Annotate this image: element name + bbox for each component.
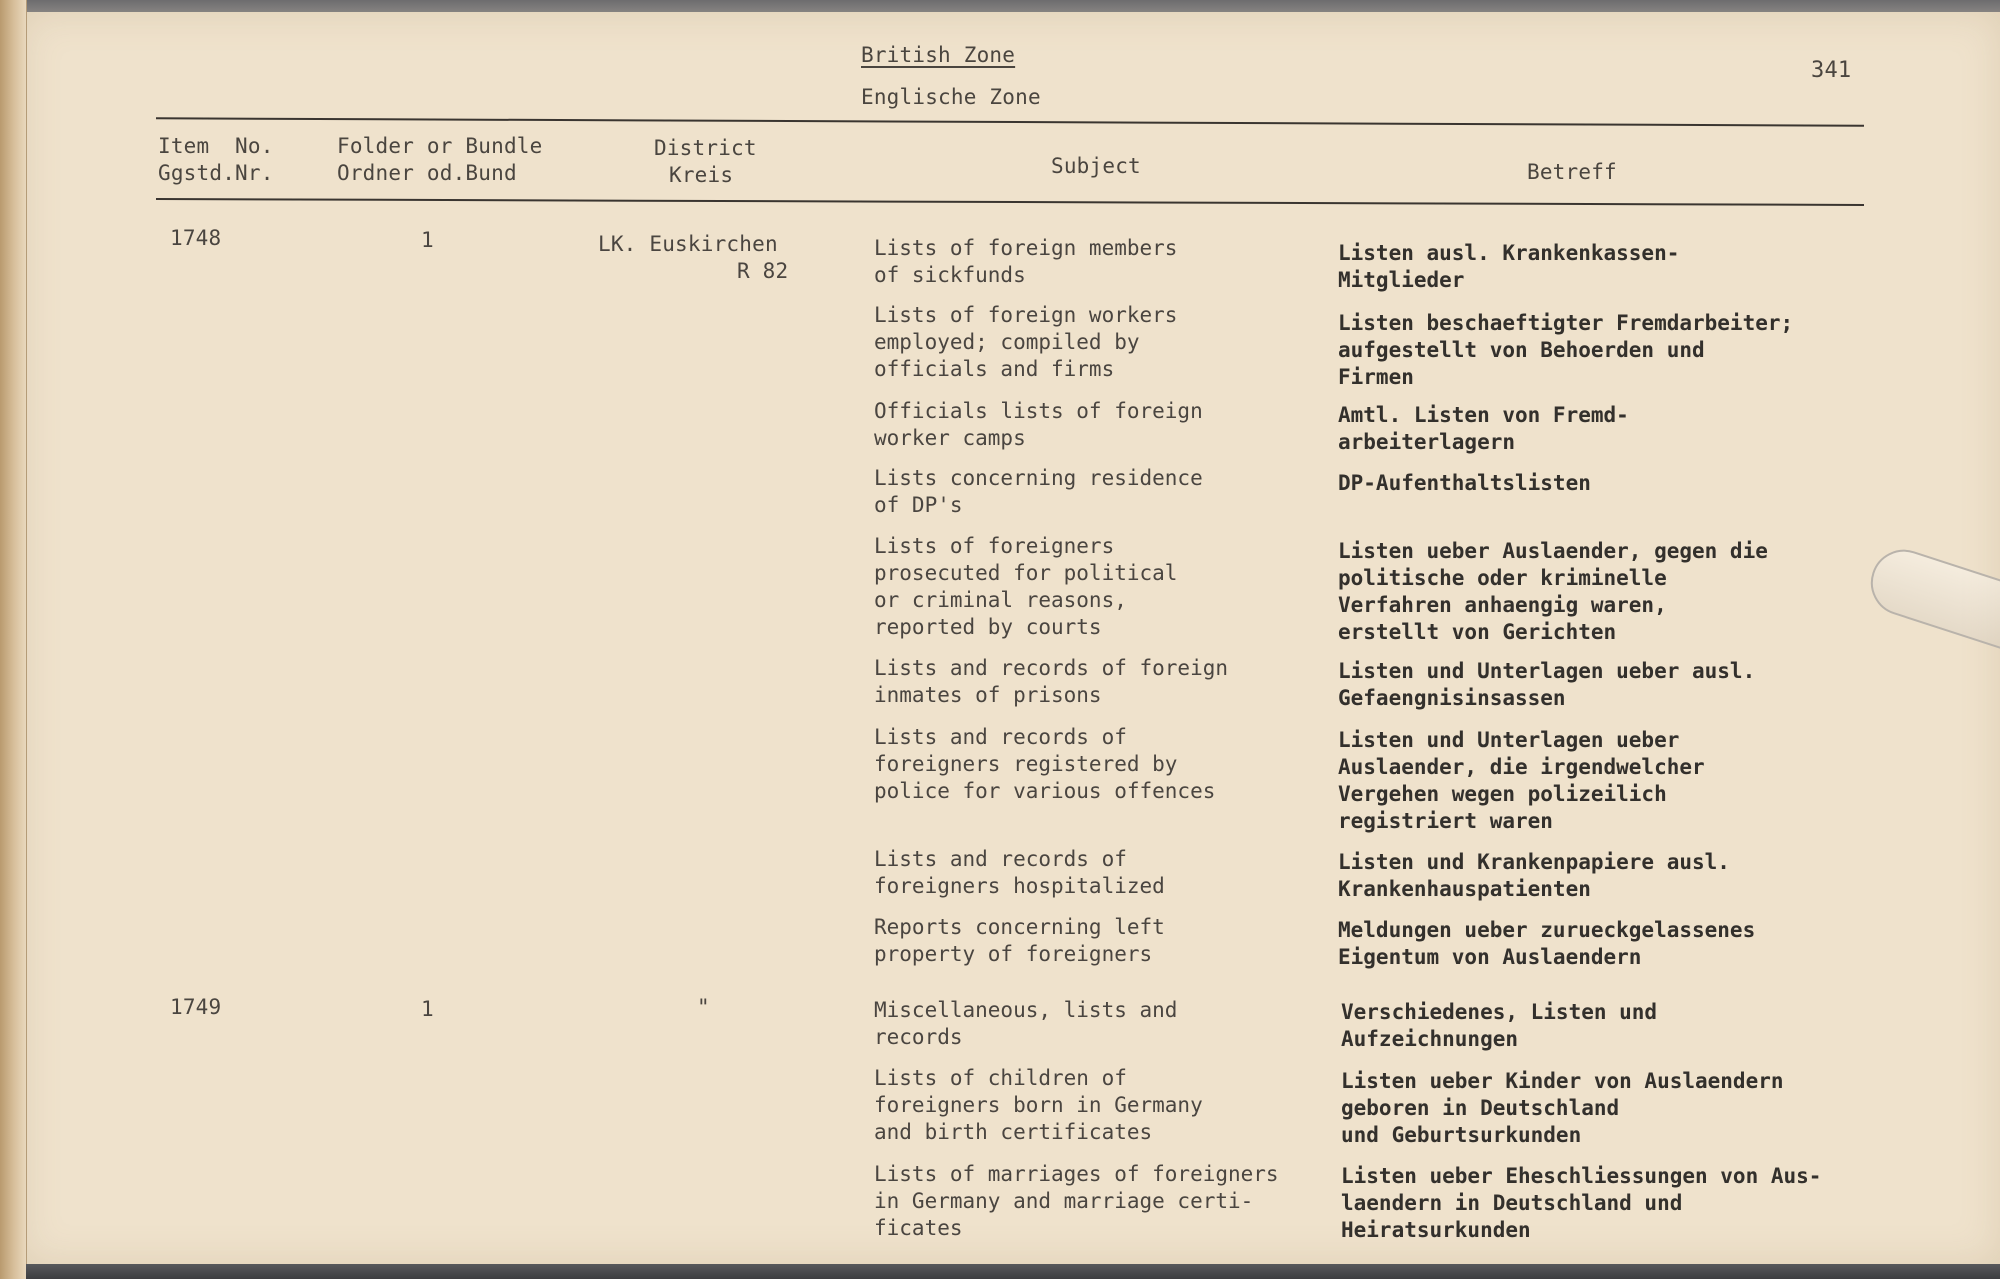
folder-number: 1 (421, 228, 434, 252)
subject-entry: Reports concerning left property of foreigners (874, 915, 1165, 966)
betreff-entry: Listen ueber Auslaender, gegen die politische oder kriminelle Verfahren anhaengig waren, erstellt von Gerichten (1338, 539, 1768, 644)
col-folder-en: Folder or Bundle (337, 134, 543, 158)
col-item-en: Item No. (158, 134, 274, 158)
subject-entry: Lists and records of foreigners registered by police for various offences (874, 725, 1216, 803)
book-spine (0, 0, 27, 1279)
col-betreff: Betreff (1527, 160, 1617, 184)
betreff-entry: Verschiedenes, Listen und Aufzeichnungen (1341, 1000, 1658, 1051)
betreff-entry: Listen und Krankenpapiere ausl. Krankenhauspatienten (1338, 850, 1730, 901)
subject-entry: Lists of foreign members of sickfunds (874, 236, 1178, 287)
subject-entry: Miscellaneous, lists and records (874, 998, 1178, 1049)
district-code: R 82 (737, 259, 789, 283)
betreff-entry: DP-Aufenthaltslisten (1338, 471, 1591, 495)
item-number: 1749 (170, 995, 222, 1019)
betreff-entry: Listen ausl. Krankenkassen- Mitglieder (1338, 241, 1680, 292)
subject-entry: Lists of children of foreigners born in Germany and birth certificates (874, 1066, 1203, 1144)
subject-entry: Lists and records of foreigners hospitalized (874, 847, 1165, 898)
subject-entry: Lists concerning residence of DP's (874, 466, 1203, 517)
subject-entry: Lists of foreign workers employed; compiled by officials and firms (874, 303, 1178, 381)
subject-entry: Lists and records of foreign inmates of prisons (874, 656, 1229, 707)
betreff-entry: Meldungen ueber zurueckgelassenes Eigentum von Auslaendern (1338, 918, 1756, 969)
page-title: British Zone (861, 43, 1016, 67)
betreff-entry: Listen beschaeftigter Fremdarbeiter; aufgestellt von Behoerden und Firmen (1338, 311, 1794, 389)
district-ditto: " (697, 995, 710, 1019)
page-subtitle: Englische Zone (861, 85, 1041, 109)
col-district-en: District (654, 136, 757, 160)
col-item-de: Ggstd.Nr. (158, 161, 274, 185)
subject-entry: Officials lists of foreign worker camps (874, 399, 1203, 450)
subject-entry: Lists of foreigners prosecuted for political or criminal reasons, reported by courts (874, 534, 1178, 639)
betreff-entry: Listen und Unterlagen ueber Auslaender, die irgendwelcher Vergehen wegen polizeilich registriert waren (1338, 728, 1705, 833)
col-district-de: Kreis (669, 163, 734, 187)
col-subject: Subject (1051, 154, 1141, 178)
folder-number: 1 (421, 997, 434, 1021)
district-name: LK. Euskirchen (598, 232, 778, 256)
col-folder-de: Ordner od.Bund (337, 161, 517, 185)
book-bottom-edge (26, 1264, 2000, 1279)
subject-entry: Lists of marriages of foreigners in Germany and marriage certi- ficates (874, 1162, 1279, 1240)
betreff-entry: Listen ueber Kinder von Auslaendern geboren in Deutschland und Geburtsurkunden (1341, 1069, 1784, 1147)
betreff-entry: Listen ueber Eheschliessungen von Aus- laendern in Deutschland und Heiratsurkunden (1341, 1164, 1822, 1242)
item-number: 1748 (170, 226, 222, 250)
betreff-entry: Listen und Unterlagen ueber ausl. Gefaengnisinsassen (1338, 659, 1756, 710)
betreff-entry: Amtl. Listen von Fremd- arbeiterlagern (1338, 403, 1629, 454)
page-number: 341 (1811, 58, 1852, 83)
